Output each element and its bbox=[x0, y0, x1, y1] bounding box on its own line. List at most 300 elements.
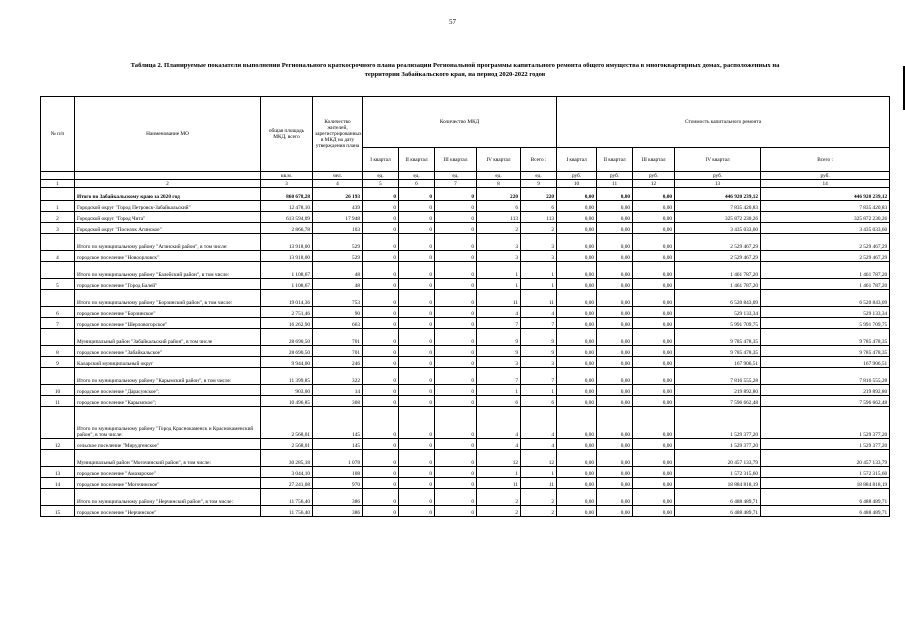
row-mkd-q3: 0 bbox=[435, 290, 477, 307]
row-mkd-total: 1 bbox=[521, 385, 557, 396]
row-cost-total: 6 520 843,09 bbox=[761, 290, 890, 307]
row-cost-q3: 0,00 bbox=[633, 223, 675, 234]
row-mkd-q2: 0 bbox=[399, 188, 435, 201]
table-row bbox=[41, 357, 890, 368]
row-mkd-q2: 0 bbox=[399, 307, 435, 318]
row-mkd-q3: 0 bbox=[435, 506, 477, 517]
row-mkd-q4: 12 bbox=[477, 450, 521, 467]
row-cost-total: 1 461 787,20 bbox=[761, 262, 890, 279]
row-residents: 108 bbox=[313, 467, 363, 478]
row-area: 903,00 bbox=[261, 385, 313, 396]
row-mkd-q3: 0 bbox=[435, 407, 477, 439]
unit-cell: ед. bbox=[521, 172, 557, 180]
header-mkd-count: Количество МКД bbox=[363, 97, 557, 148]
row-mkd-total: 113 bbox=[521, 212, 557, 223]
row-cost-q1: 0,00 bbox=[557, 318, 597, 329]
row-name: городское поселение "Карымское"; bbox=[75, 396, 261, 407]
row-area: 19 014,36 bbox=[261, 290, 313, 307]
header-num: № п/п bbox=[41, 97, 75, 172]
row-name: Городской округ "Поселок Агинское" bbox=[75, 223, 261, 234]
unit-cell bbox=[41, 172, 75, 180]
row-mkd-q2: 0 bbox=[399, 506, 435, 517]
header-cost: Стоимость капитального ремонта bbox=[557, 97, 890, 148]
capital-repair-table bbox=[40, 96, 890, 517]
table-row bbox=[41, 346, 890, 357]
unit-cell: руб. bbox=[597, 172, 633, 180]
row-mkd-total: 2 bbox=[521, 223, 557, 234]
row-cost-q3: 0,00 bbox=[633, 385, 675, 396]
row-area: 9 944,00 bbox=[261, 357, 313, 368]
unit-cell: руб. bbox=[675, 172, 761, 180]
row-cost-total: 167 906,51 bbox=[761, 357, 890, 368]
row-residents: 663 bbox=[313, 318, 363, 329]
row-area: 1 108,67 bbox=[261, 279, 313, 290]
row-cost-q4: 1 572 315,60 bbox=[675, 467, 761, 478]
row-cost-total: 7 835 420,83 bbox=[761, 201, 890, 212]
row-mkd-q2: 0 bbox=[399, 346, 435, 357]
row-cost-q1: 0,00 bbox=[557, 357, 597, 368]
row-cost-q1: 0,00 bbox=[557, 346, 597, 357]
row-mkd-total: 7 bbox=[521, 318, 557, 329]
row-cost-q2: 0,00 bbox=[597, 467, 633, 478]
table-row bbox=[41, 450, 890, 467]
row-mkd-q1: 0 bbox=[363, 357, 399, 368]
row-mkd-q2: 0 bbox=[399, 212, 435, 223]
row-cost-q3: 0,00 bbox=[633, 357, 675, 368]
row-cost-q2: 0,00 bbox=[597, 212, 633, 223]
header-cost-q3: III квартал bbox=[633, 148, 675, 172]
row-cost-q1: 0,00 bbox=[557, 307, 597, 318]
row-residents: 701 bbox=[313, 329, 363, 346]
row-cost-q1: 0,00 bbox=[557, 251, 597, 262]
row-mkd-q4: 113 bbox=[477, 212, 521, 223]
row-cost-q2: 0,00 bbox=[597, 307, 633, 318]
col-number: 3 bbox=[261, 180, 313, 188]
row-cost-total: 1 572 315,60 bbox=[761, 467, 890, 478]
row-cost-total: 7 596 662,48 bbox=[761, 396, 890, 407]
row-mkd-q1: 0 bbox=[363, 467, 399, 478]
row-number: 8 bbox=[41, 346, 75, 357]
row-mkd-q3: 0 bbox=[435, 262, 477, 279]
row-cost-q4: 446 920 239,12 bbox=[675, 188, 761, 201]
row-mkd-q3: 0 bbox=[435, 385, 477, 396]
row-residents: 1 078 bbox=[313, 450, 363, 467]
row-number: 12 bbox=[41, 439, 75, 450]
row-cost-q2: 0,00 bbox=[597, 279, 633, 290]
row-cost-q2: 0,00 bbox=[597, 262, 633, 279]
row-mkd-q1: 0 bbox=[363, 506, 399, 517]
table-row bbox=[41, 234, 890, 251]
row-cost-total: 6 488 489,71 bbox=[761, 489, 890, 506]
row-mkd-q1: 0 bbox=[363, 450, 399, 467]
col-number: 7 bbox=[435, 180, 477, 188]
row-number: 9 bbox=[41, 357, 75, 368]
row-area: 2 751,46 bbox=[261, 307, 313, 318]
row-residents: 322 bbox=[313, 368, 363, 385]
row-number: 4 bbox=[41, 251, 75, 262]
row-number: 3 bbox=[41, 223, 75, 234]
row-mkd-total: 11 bbox=[521, 478, 557, 489]
row-cost-q1: 0,00 bbox=[557, 396, 597, 407]
row-mkd-q2: 0 bbox=[399, 439, 435, 450]
row-cost-q2: 0,00 bbox=[597, 450, 633, 467]
row-cost-q4: 529 133,34 bbox=[675, 307, 761, 318]
row-cost-q2: 0,00 bbox=[597, 396, 633, 407]
col-number: 12 bbox=[633, 180, 675, 188]
row-mkd-q1: 0 bbox=[363, 223, 399, 234]
col-number: 8 bbox=[477, 180, 521, 188]
row-mkd-q2: 0 bbox=[399, 368, 435, 385]
table-title bbox=[40, 61, 870, 79]
row-mkd-q1: 0 bbox=[363, 329, 399, 346]
row-cost-q3: 0,00 bbox=[633, 396, 675, 407]
row-cost-q3: 0,00 bbox=[633, 467, 675, 478]
row-cost-q2: 0,00 bbox=[597, 251, 633, 262]
row-mkd-q3: 0 bbox=[435, 201, 477, 212]
header-mkd-q2: II квартал bbox=[399, 148, 435, 172]
unit-cell: чел. bbox=[313, 172, 363, 180]
row-mkd-total: 4 bbox=[521, 307, 557, 318]
unit-cell: ед. bbox=[363, 172, 399, 180]
row-mkd-total: 12 bbox=[521, 450, 557, 467]
row-cost-total: 5 991 709,75 bbox=[761, 318, 890, 329]
row-cost-q2: 0,00 bbox=[597, 223, 633, 234]
row-mkd-q3: 0 bbox=[435, 223, 477, 234]
row-number bbox=[41, 450, 75, 467]
row-cost-q4: 18 884 818,19 bbox=[675, 478, 761, 489]
row-area: 30 285,18 bbox=[261, 450, 313, 467]
row-name: городское поселение "Нерчинское" bbox=[75, 506, 261, 517]
row-residents: 14 bbox=[313, 385, 363, 396]
row-mkd-q1: 0 bbox=[363, 368, 399, 385]
row-residents: 246 bbox=[313, 357, 363, 368]
table-row bbox=[41, 368, 890, 385]
row-cost-q2: 0,00 bbox=[597, 201, 633, 212]
row-cost-total: 20 457 133,79 bbox=[761, 450, 890, 467]
row-cost-q3: 0,00 bbox=[633, 478, 675, 489]
row-mkd-q3: 0 bbox=[435, 357, 477, 368]
row-cost-total: 446 920 239,12 bbox=[761, 188, 890, 201]
row-mkd-q3: 0 bbox=[435, 478, 477, 489]
row-number: 11 bbox=[41, 396, 75, 407]
header-residents: Количество жителей, зарегистрированных в МКД на дату утверждения плана bbox=[313, 97, 363, 172]
row-name: Городской округ "Город Петровск-Забайкальский" bbox=[75, 201, 261, 212]
row-name: Итого по муниципальному району "Город Краснокаменск и Краснокаменский район", в том числе: bbox=[75, 407, 261, 439]
row-cost-q1: 0,00 bbox=[557, 329, 597, 346]
row-cost-q1: 0,00 bbox=[557, 407, 597, 439]
row-cost-q4: 9 785 478,35 bbox=[675, 346, 761, 357]
row-mkd-q1: 0 bbox=[363, 188, 399, 201]
row-cost-q1: 0,00 bbox=[557, 450, 597, 467]
row-cost-q4: 2 529 467,29 bbox=[675, 251, 761, 262]
row-mkd-q1: 0 bbox=[363, 318, 399, 329]
row-mkd-q1: 0 bbox=[363, 346, 399, 357]
table-row bbox=[41, 385, 890, 396]
row-name: городское поселение "Забайкальское" bbox=[75, 346, 261, 357]
row-mkd-q1: 0 bbox=[363, 212, 399, 223]
row-cost-q2: 0,00 bbox=[597, 407, 633, 439]
header-area: общая площадь МКД, всего bbox=[261, 97, 313, 172]
row-mkd-q2: 0 bbox=[399, 357, 435, 368]
col-number: 14 bbox=[761, 180, 890, 188]
row-name: сельское поселение "Мирудгенское" bbox=[75, 439, 261, 450]
row-area: 860 678,28 bbox=[261, 188, 313, 201]
row-mkd-q2: 0 bbox=[399, 279, 435, 290]
row-residents: 970 bbox=[313, 478, 363, 489]
row-mkd-q4: 220 bbox=[477, 188, 521, 201]
row-cost-q4: 1 529 377,20 bbox=[675, 439, 761, 450]
row-cost-q4: 6 488 489,71 bbox=[675, 506, 761, 517]
row-cost-q4: 325 872 230,26 bbox=[675, 212, 761, 223]
row-mkd-total: 4 bbox=[521, 407, 557, 439]
row-cost-q1: 0,00 bbox=[557, 188, 597, 201]
row-mkd-q1: 0 bbox=[363, 489, 399, 506]
row-cost-q3: 0,00 bbox=[633, 201, 675, 212]
row-number: 10 bbox=[41, 385, 75, 396]
row-area: 12 478,10 bbox=[261, 201, 313, 212]
row-cost-q4: 6 488 489,71 bbox=[675, 489, 761, 506]
row-area: 3 044,10 bbox=[261, 467, 313, 478]
row-mkd-q2: 0 bbox=[399, 396, 435, 407]
row-cost-q4: 20 457 133,79 bbox=[675, 450, 761, 467]
header-cost-total: Всего : bbox=[761, 148, 890, 172]
row-mkd-q2: 0 bbox=[399, 251, 435, 262]
row-area: 2 866,78 bbox=[261, 223, 313, 234]
table-title-line2: территории Забайкальского края, на период 2020-2022 годов bbox=[364, 71, 546, 78]
col-number: 6 bbox=[399, 180, 435, 188]
table-row bbox=[41, 307, 890, 318]
row-mkd-total: 1 bbox=[521, 262, 557, 279]
table-body bbox=[41, 188, 890, 517]
row-cost-q2: 0,00 bbox=[597, 385, 633, 396]
unit-cell: руб. bbox=[761, 172, 890, 180]
row-cost-q3: 0,00 bbox=[633, 489, 675, 506]
row-mkd-q4: 2 bbox=[477, 489, 521, 506]
row-area: 11 756,40 bbox=[261, 506, 313, 517]
col-number: 1 bbox=[41, 180, 75, 188]
row-number: 5 bbox=[41, 279, 75, 290]
row-mkd-q3: 0 bbox=[435, 396, 477, 407]
row-cost-q2: 0,00 bbox=[597, 346, 633, 357]
row-area: 13 918,00 bbox=[261, 251, 313, 262]
row-cost-q1: 0,00 bbox=[557, 279, 597, 290]
row-mkd-q2: 0 bbox=[399, 201, 435, 212]
row-mkd-q3: 0 bbox=[435, 318, 477, 329]
row-name: городское поселение "Амазарское" bbox=[75, 467, 261, 478]
row-number bbox=[41, 489, 75, 506]
table-row bbox=[41, 188, 890, 201]
row-cost-total: 1 529 377,20 bbox=[761, 407, 890, 439]
row-name: Итого по муниципальному району "Балейский район", в том числе: bbox=[75, 262, 261, 279]
row-number: 6 bbox=[41, 307, 75, 318]
unit-cell: ед. bbox=[399, 172, 435, 180]
row-mkd-q3: 0 bbox=[435, 439, 477, 450]
row-mkd-q1: 0 bbox=[363, 251, 399, 262]
row-cost-q2: 0,00 bbox=[597, 368, 633, 385]
row-cost-total: 219 892,80 bbox=[761, 385, 890, 396]
row-mkd-q4: 1 bbox=[477, 385, 521, 396]
row-cost-q2: 0,00 bbox=[597, 329, 633, 346]
row-cost-q2: 0,00 bbox=[597, 188, 633, 201]
row-mkd-q1: 0 bbox=[363, 262, 399, 279]
row-mkd-q4: 7 bbox=[477, 368, 521, 385]
row-number: 2 bbox=[41, 212, 75, 223]
row-cost-q3: 0,00 bbox=[633, 450, 675, 467]
row-mkd-total: 1 bbox=[521, 279, 557, 290]
row-number: 7 bbox=[41, 318, 75, 329]
row-residents: 145 bbox=[313, 439, 363, 450]
row-cost-q3: 0,00 bbox=[633, 346, 675, 357]
row-area: 613 594,09 bbox=[261, 212, 313, 223]
row-name: Итого по муниципальному району "Борзинский район", в том числе: bbox=[75, 290, 261, 307]
row-cost-q3: 0,00 bbox=[633, 318, 675, 329]
table-row bbox=[41, 478, 890, 489]
row-cost-total: 18 884 818,19 bbox=[761, 478, 890, 489]
row-number: 1 bbox=[41, 201, 75, 212]
row-area: 28 690,50 bbox=[261, 329, 313, 346]
row-cost-total: 529 133,34 bbox=[761, 307, 890, 318]
row-area: 28 690,50 bbox=[261, 346, 313, 357]
table-row bbox=[41, 223, 890, 234]
row-mkd-total: 3 bbox=[521, 251, 557, 262]
row-mkd-q4: 1 bbox=[477, 262, 521, 279]
row-cost-q1: 0,00 bbox=[557, 385, 597, 396]
row-residents: 103 bbox=[313, 223, 363, 234]
row-area: 11 756,40 bbox=[261, 489, 313, 506]
row-mkd-q2: 0 bbox=[399, 223, 435, 234]
row-cost-q4: 9 785 478,35 bbox=[675, 329, 761, 346]
header-cost-q2: II квартал bbox=[597, 148, 633, 172]
row-cost-q1: 0,00 bbox=[557, 234, 597, 251]
row-cost-q2: 0,00 bbox=[597, 506, 633, 517]
table-row bbox=[41, 489, 890, 506]
row-mkd-q3: 0 bbox=[435, 368, 477, 385]
row-cost-q4: 7 816 555,28 bbox=[675, 368, 761, 385]
row-residents: 529 bbox=[313, 234, 363, 251]
row-mkd-q2: 0 bbox=[399, 450, 435, 467]
col-number: 10 bbox=[557, 180, 597, 188]
table-row bbox=[41, 396, 890, 407]
unit-cell: руб. bbox=[557, 172, 597, 180]
row-cost-q3: 0,00 bbox=[633, 407, 675, 439]
row-mkd-total: 2 bbox=[521, 489, 557, 506]
row-residents: 26 193 bbox=[313, 188, 363, 201]
row-mkd-q2: 0 bbox=[399, 318, 435, 329]
unit-cell: ед. bbox=[477, 172, 521, 180]
row-cost-q3: 0,00 bbox=[633, 262, 675, 279]
row-area: 10 496,85 bbox=[261, 396, 313, 407]
row-area: 16 262,90 bbox=[261, 318, 313, 329]
row-cost-q3: 0,00 bbox=[633, 439, 675, 450]
row-area: 13 918,00 bbox=[261, 234, 313, 251]
row-number bbox=[41, 188, 75, 201]
row-cost-q3: 0,00 bbox=[633, 329, 675, 346]
row-cost-q1: 0,00 bbox=[557, 223, 597, 234]
row-mkd-q1: 0 bbox=[363, 279, 399, 290]
row-mkd-q1: 0 bbox=[363, 234, 399, 251]
row-cost-q4: 3 435 033,60 bbox=[675, 223, 761, 234]
row-cost-q1: 0,00 bbox=[557, 201, 597, 212]
row-mkd-total: 7 bbox=[521, 368, 557, 385]
row-mkd-q4: 4 bbox=[477, 307, 521, 318]
row-mkd-total: 11 bbox=[521, 290, 557, 307]
row-cost-q2: 0,00 bbox=[597, 234, 633, 251]
row-cost-q1: 0,00 bbox=[557, 290, 597, 307]
row-mkd-q1: 0 bbox=[363, 407, 399, 439]
row-cost-q2: 0,00 bbox=[597, 478, 633, 489]
header-mkd-q1: I квартал bbox=[363, 148, 399, 172]
row-mkd-q4: 4 bbox=[477, 407, 521, 439]
row-mkd-q2: 0 bbox=[399, 385, 435, 396]
row-residents: 48 bbox=[313, 279, 363, 290]
row-residents: 90 bbox=[313, 307, 363, 318]
row-mkd-total: 6 bbox=[521, 201, 557, 212]
row-cost-q4: 7 835 420,83 bbox=[675, 201, 761, 212]
row-mkd-total: 3 bbox=[521, 357, 557, 368]
row-mkd-q1: 0 bbox=[363, 290, 399, 307]
row-area: 2 568,01 bbox=[261, 407, 313, 439]
row-mkd-q2: 0 bbox=[399, 467, 435, 478]
col-number: 2 bbox=[75, 180, 261, 188]
table-row bbox=[41, 329, 890, 346]
table-row bbox=[41, 201, 890, 212]
table-row bbox=[41, 467, 890, 478]
row-cost-total: 325 872 230,26 bbox=[761, 212, 890, 223]
row-mkd-total: 1 bbox=[521, 467, 557, 478]
row-number: 13 bbox=[41, 467, 75, 478]
row-cost-q1: 0,00 bbox=[557, 489, 597, 506]
row-cost-q3: 0,00 bbox=[633, 368, 675, 385]
unit-cell: кв.м. bbox=[261, 172, 313, 180]
row-name: городское поселение "Шерловогорское" bbox=[75, 318, 261, 329]
row-cost-q4: 7 596 662,48 bbox=[675, 396, 761, 407]
row-cost-q4: 5 991 709,75 bbox=[675, 318, 761, 329]
row-cost-q4: 1 461 787,20 bbox=[675, 279, 761, 290]
row-mkd-q3: 0 bbox=[435, 212, 477, 223]
row-cost-q1: 0,00 bbox=[557, 262, 597, 279]
row-name: городское поселение "Борзинское" bbox=[75, 307, 261, 318]
row-number bbox=[41, 329, 75, 346]
header-name: Наименование МО bbox=[75, 97, 261, 172]
row-name: Каларский муниципальный округ bbox=[75, 357, 261, 368]
table-row bbox=[41, 407, 890, 439]
row-mkd-q3: 0 bbox=[435, 489, 477, 506]
table-title-line1: Таблица 2. Планируемые показатели выполнения Регионального краткосрочного плана реализации Региональной программы капитального ремонта общего имущества в многоквартирных домах, расположенных на bbox=[130, 62, 780, 69]
table-row bbox=[41, 279, 890, 290]
header-mkd-q4: IV квартал bbox=[477, 148, 521, 172]
row-mkd-q4: 1 bbox=[477, 467, 521, 478]
header-cost-q1: I квартал bbox=[557, 148, 597, 172]
row-mkd-q4: 11 bbox=[477, 478, 521, 489]
table-row bbox=[41, 262, 890, 279]
row-mkd-total: 2 bbox=[521, 506, 557, 517]
row-cost-total: 6 488 489,71 bbox=[761, 506, 890, 517]
row-cost-total: 1 461 787,20 bbox=[761, 279, 890, 290]
row-mkd-q4: 9 bbox=[477, 329, 521, 346]
row-residents: 529 bbox=[313, 251, 363, 262]
row-residents: 17 948 bbox=[313, 212, 363, 223]
row-cost-q4: 6 520 843,09 bbox=[675, 290, 761, 307]
row-cost-q2: 0,00 bbox=[597, 357, 633, 368]
row-cost-total: 7 816 555,28 bbox=[761, 368, 890, 385]
row-number: 14 bbox=[41, 478, 75, 489]
row-mkd-q3: 0 bbox=[435, 188, 477, 201]
row-mkd-q4: 6 bbox=[477, 201, 521, 212]
table-row bbox=[41, 439, 890, 450]
row-cost-q3: 0,00 bbox=[633, 251, 675, 262]
row-mkd-q4: 7 bbox=[477, 318, 521, 329]
row-cost-q4: 2 529 467,29 bbox=[675, 234, 761, 251]
